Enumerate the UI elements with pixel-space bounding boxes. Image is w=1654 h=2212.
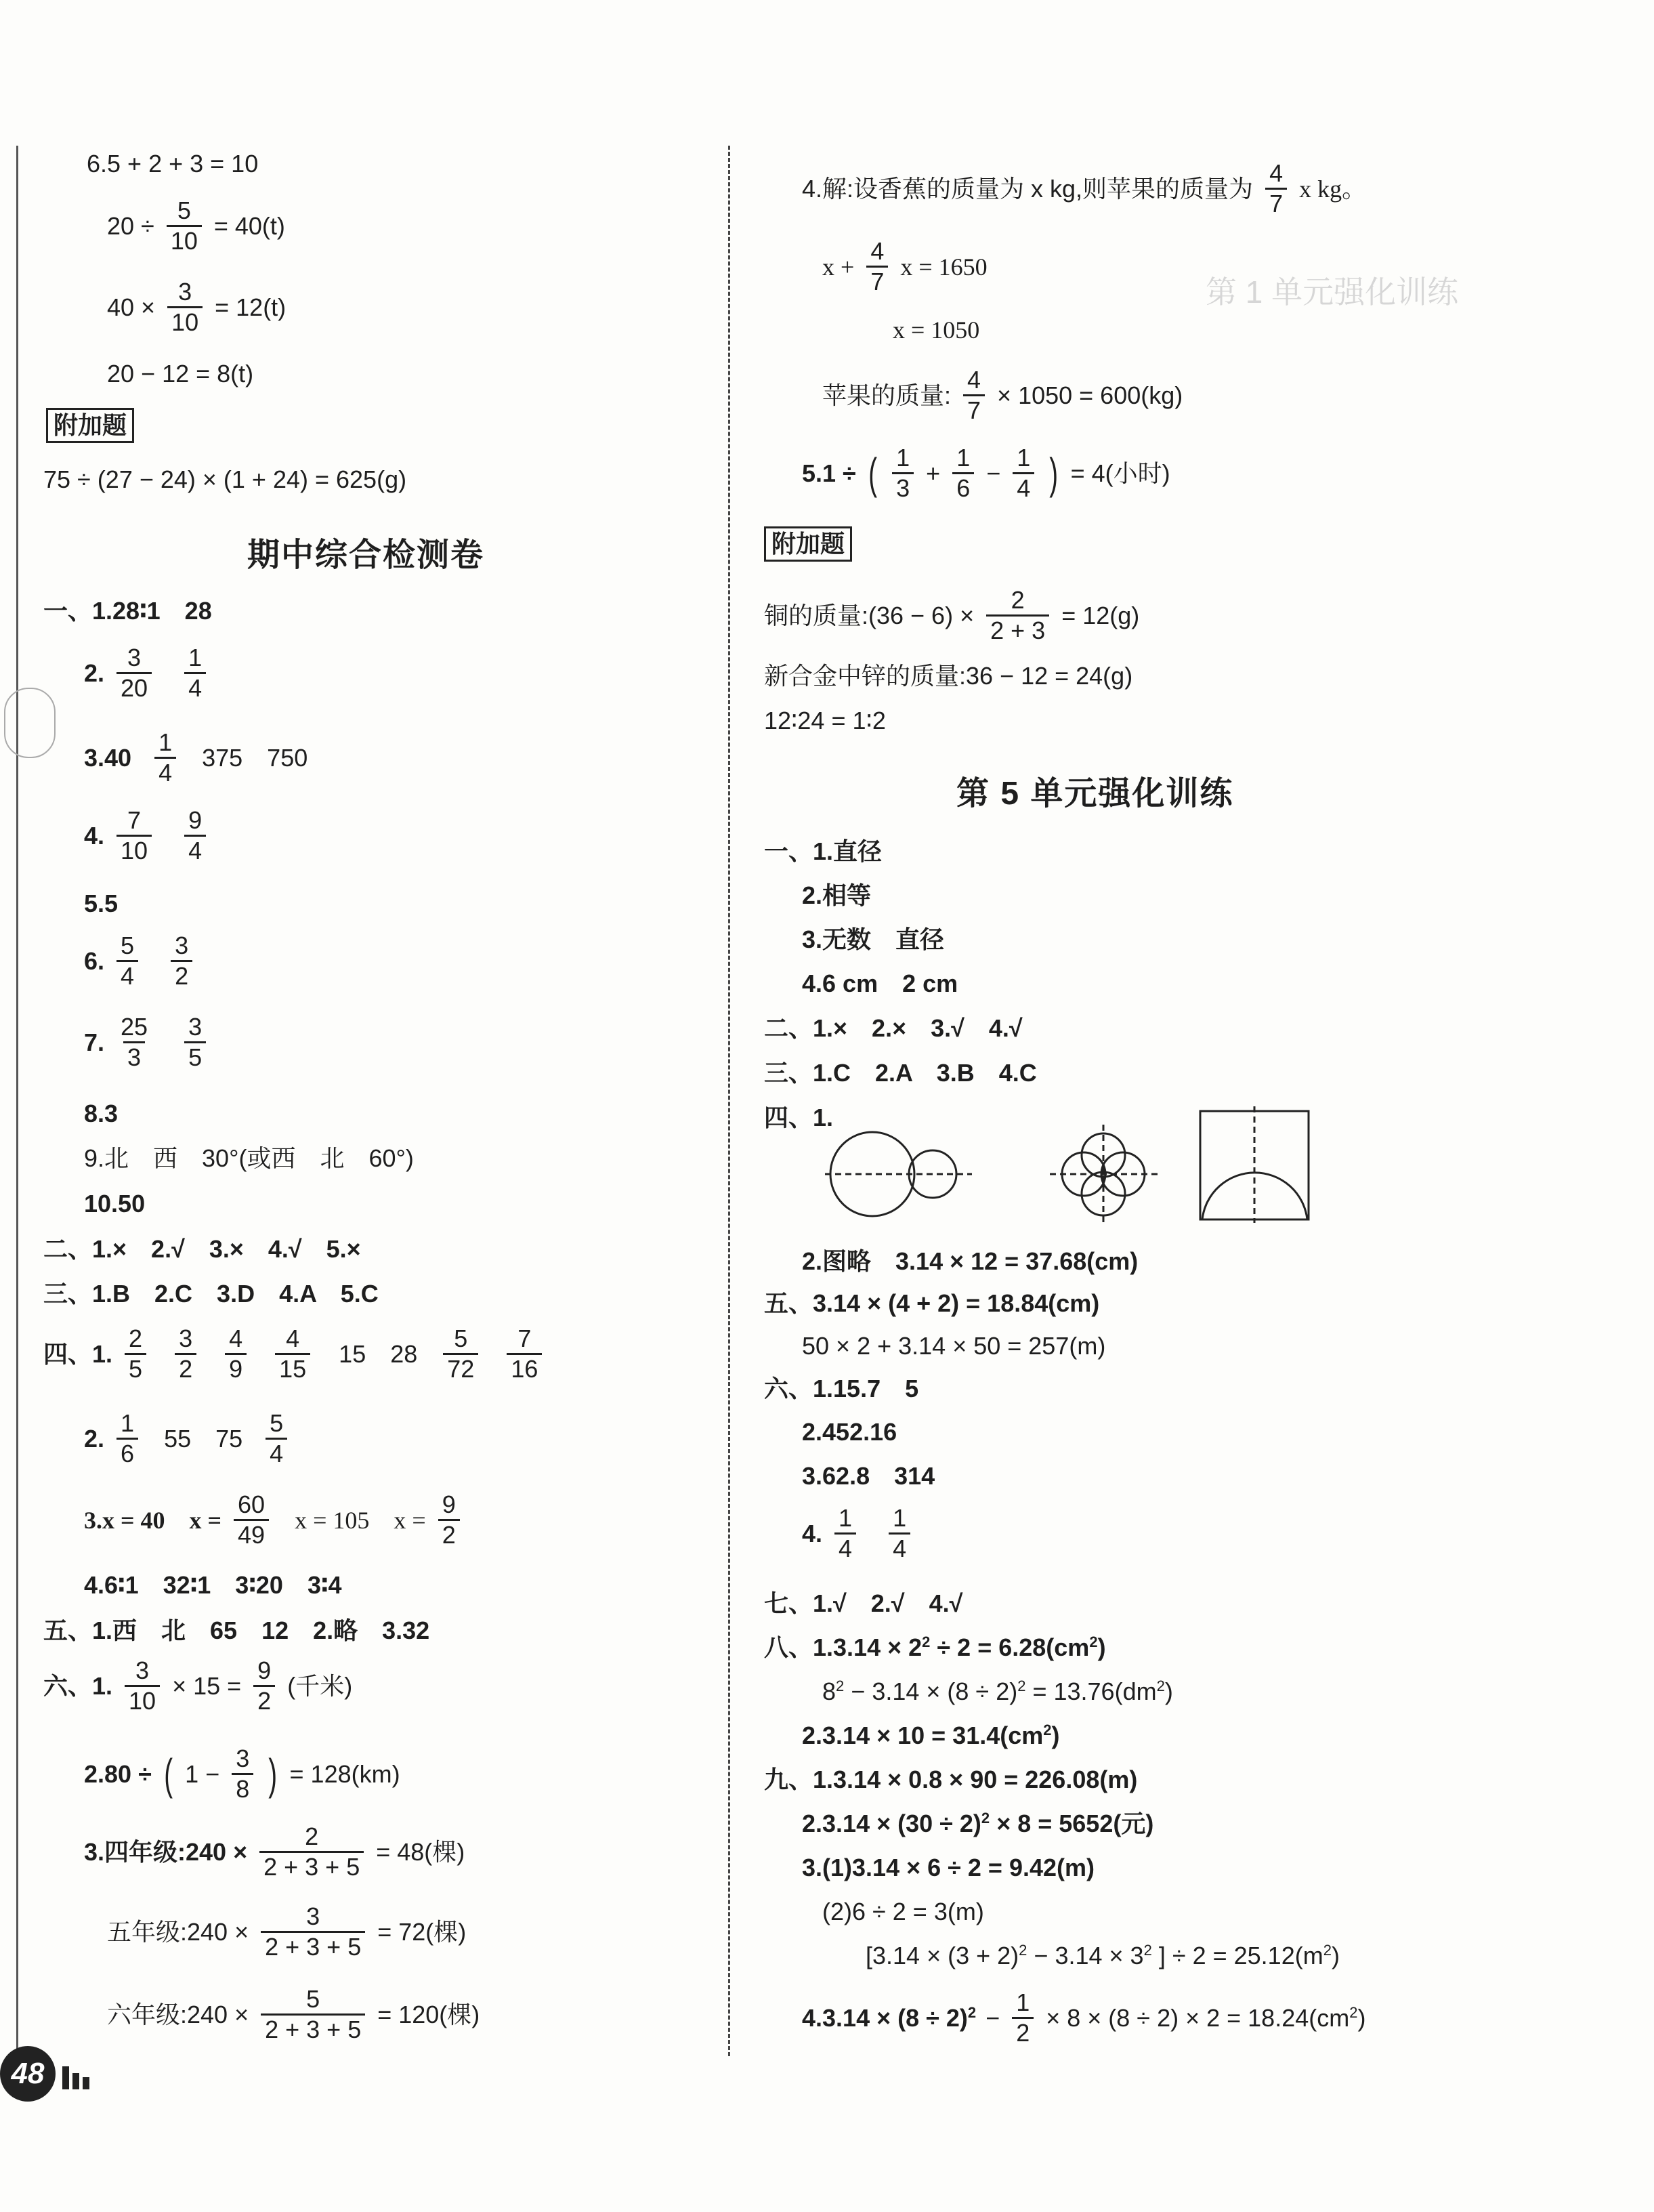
- fraction: $\frac{3}{2}$: [175, 1324, 196, 1383]
- line: 一、1.直径: [764, 837, 883, 865]
- fraction: $\frac{1}{6}$: [952, 444, 974, 503]
- fraction: $\frac{3}{20}$: [116, 644, 152, 703]
- fraction: $\frac{4}{7}$: [1265, 159, 1287, 218]
- fraction: $\frac{4}{7}$: [963, 366, 985, 425]
- fraction: $\frac{1}{6}$: [116, 1409, 138, 1468]
- line: 铜的质量:(36 − 6) × $\frac{2}{2 + 3}$ = 12(g): [764, 586, 1140, 644]
- page-number-decoration: [62, 2066, 89, 2089]
- fraction: $\frac{1}{4}$: [889, 1504, 910, 1563]
- line: 六、1. $\frac{3}{10}$ × 15 = $\frac{9}{2}$ (千米): [43, 1656, 353, 1715]
- line: 七、1.√ 2.√ 4.√: [764, 1589, 963, 1617]
- fraction: $\frac{5}{10}$: [167, 196, 202, 255]
- line: 3.62.8 314: [802, 1462, 935, 1490]
- fraction: $\frac{9}{2}$: [253, 1656, 275, 1715]
- column-divider: [728, 146, 730, 2056]
- line: 7. $\frac{25}{3}$ $\frac{3}{5}$: [84, 1013, 209, 1072]
- line: 六、1.15.7 5: [764, 1375, 919, 1402]
- line: 2. $\frac{1}{6}$ 55 75 $\frac{5}{4}$: [84, 1409, 290, 1468]
- figure-square-semicircle: [1200, 1106, 1309, 1223]
- fraction: $\frac{25}{3}$: [121, 1013, 148, 1071]
- line: 2.80 ÷ ( 1 − $\frac{3}{8}$ ) = 128(km): [84, 1745, 400, 1803]
- fraction: $\frac{1}{4}$: [184, 644, 206, 703]
- fraction: $\frac{3}{8}$: [232, 1745, 253, 1803]
- fraction: $\frac{2}{2 + 3}$: [986, 586, 1049, 645]
- line: (2)6 ÷ 2 = 3(m): [822, 1898, 984, 1925]
- fraction: $\frac{2}{2 + 3 + 5}$: [259, 1822, 364, 1881]
- line: 3.(1)3.14 × 6 ÷ 2 = 9.42(m): [802, 1854, 1095, 1881]
- fraction: $\frac{5}{2 + 3 + 5}$: [261, 1985, 365, 2044]
- circle-figures: [820, 1101, 1314, 1233]
- line: 12∶24 = 1∶2: [764, 707, 886, 734]
- line: 2.相等: [802, 881, 872, 909]
- fraction: $\frac{4}{9}$: [225, 1324, 247, 1383]
- fraction: $\frac{2}{5}$: [125, 1324, 146, 1383]
- fraction: $\frac{3}{10}$: [125, 1656, 160, 1715]
- line: 40 × $\frac{3}{10}$ = 12(t): [107, 278, 287, 336]
- fraction: $\frac{3}{2 + 3 + 5}$: [261, 1902, 365, 1961]
- line: 9.北 西 30°(或西 北 60°): [84, 1144, 414, 1172]
- line: 六年级:240 × $\frac{5}{2 + 3 + 5}$ = 120(棵): [107, 1985, 480, 2043]
- line: 2.图略 3.14 × 12 = 37.68(cm): [802, 1247, 1139, 1275]
- line: 8.3: [84, 1100, 119, 1127]
- line: 三、1.C 2.A 3.B 4.C: [764, 1059, 1037, 1087]
- left-margin-rule: [16, 146, 18, 2083]
- fraction: $\frac{4}{15}$: [275, 1324, 310, 1383]
- line: 四、1. $\frac{2}{5}$ $\frac{3}{2}$ $\frac{4}{9}$ $\frac{4}{15}$ 15 28 $\frac{5}{72}$ $\frac{7}{16}$: [43, 1324, 545, 1383]
- line: 6.5 + 2 + 3 = 10: [87, 150, 259, 178]
- line: 四、1.: [764, 1104, 834, 1131]
- line: 4.6 cm 2 cm: [802, 969, 958, 997]
- line: $4.3.14 \times (8 \div 2)^2$ − $\frac{1}{2}$ × $8 \times (8 \div 2) \times 2 = 18.24(cm^2)$: [802, 1988, 1366, 2047]
- line: 75 ÷ (27 − 24) × (1 + 24) = 625(g): [43, 465, 407, 493]
- line: 4.6∶1 32∶1 3∶20 3∶4: [84, 1571, 342, 1599]
- line: 50 × 2 + 3.14 × 50 = 257(m): [802, 1332, 1106, 1360]
- fraction: $\frac{3}{5}$: [184, 1013, 206, 1072]
- line: $2.3.14 \times (30 \div 2)^2 \times 8 = 5652$(元): [802, 1810, 1154, 1837]
- figure-four-circles: [1050, 1125, 1158, 1226]
- fraction: $\frac{1}{4}$: [834, 1504, 856, 1563]
- line: 20 ÷ $\frac{5}{10}$ = 40(t): [107, 196, 285, 255]
- line: 3.四年级:240 × $\frac{2}{2 + 3 + 5}$ = 48(棵): [84, 1822, 465, 1881]
- line: 6. $\frac{5}{4}$ $\frac{3}{2}$: [84, 932, 195, 990]
- line: 二、1.× 2.√ 3.× 4.√ 5.×: [43, 1235, 361, 1263]
- line: 5.1 ÷ ( $\frac{1}{3}$ + $\frac{1}{6}$ − $\frac{1}{4}$ ) = 4(小时): [802, 444, 1170, 502]
- line: $2.3.14 \times 10 = 31.4(cm^2)$: [802, 1721, 1060, 1749]
- line: 5.5: [84, 890, 119, 917]
- line: 3.40 $\frac{1}{4}$ 375 750: [84, 728, 308, 787]
- line: 2. $\frac{3}{20}$ $\frac{1}{4}$: [84, 644, 209, 703]
- line: x + $\frac{4}{7}$ x = 1650: [822, 237, 988, 295]
- fraction: $\frac{3}{10}$: [167, 278, 203, 337]
- fraction: $\frac{1}{3}$: [892, 444, 914, 503]
- line: 4.解:设香蕉的质量为 x kg,则苹果的质量为 $\frac{4}{7}$ x kg。: [802, 159, 1367, 217]
- fraction: $\frac{1}{2}$: [1012, 1988, 1034, 2047]
- line: 九、1.3.14 × 0.8 × 90 = 226.08(m): [764, 1766, 1138, 1793]
- line: [$3.14 \times (3 + 2)^2 - 3.14 \times 3^2$ ] ÷ $2 = 25.12(m^2)$: [866, 1942, 1340, 1969]
- fraction: $\frac{9}{4}$: [184, 806, 206, 865]
- extra-label: 附加题: [764, 526, 852, 562]
- line: 2.452.16: [802, 1418, 897, 1446]
- line: 三、1.B 2.C 3.D 4.A 5.C: [43, 1280, 379, 1308]
- line: 五、1.西 北 65 12 2.略 3.32: [43, 1616, 430, 1644]
- line: 新合金中锌的质量:36 − 12 = 24(g): [764, 662, 1133, 690]
- fraction: $\frac{7}{16}$: [507, 1324, 542, 1383]
- line: 4. $\frac{7}{10}$ $\frac{9}{4}$: [84, 806, 209, 865]
- section-title: 期中综合检测卷: [247, 537, 485, 573]
- fraction: $\frac{5}{72}$: [443, 1324, 478, 1383]
- stamp-mark: [4, 688, 56, 758]
- fraction: $\frac{9}{2}$: [438, 1490, 460, 1549]
- line: 苹果的质量: $\frac{4}{7}$ × 1050 = 600(kg): [822, 366, 1183, 424]
- fraction: $\frac{60}{49}$: [234, 1490, 269, 1549]
- line: x = 1050: [893, 316, 980, 343]
- fraction: $\frac{1}{4}$: [1013, 444, 1034, 503]
- section-title: 第 5 单元强化训练: [956, 776, 1234, 812]
- line: 10.50: [84, 1190, 146, 1217]
- page-number: 48: [0, 2046, 56, 2102]
- line: 3.无数 直径: [802, 925, 945, 953]
- fraction: $\frac{7}{10}$: [116, 806, 152, 865]
- bleed-through-text: 第 1 单元强化训练: [1206, 274, 1459, 310]
- line: 二、1.× 2.× 3.√ 4.√: [764, 1014, 1023, 1042]
- line: 一、1.28∶1 28: [43, 597, 212, 625]
- line: 3.x = 40 x = $\frac{60}{49}$ x = 105 x = $\frac{9}{2}$: [84, 1490, 463, 1549]
- fraction: $\frac{1}{4}$: [154, 728, 176, 787]
- fraction: $\frac{4}{7}$: [866, 237, 888, 296]
- line: 20 − 12 = 8(t): [107, 360, 254, 388]
- line: 4. $\frac{1}{4}$ $\frac{1}{4}$: [802, 1504, 913, 1563]
- fraction: $\frac{5}{4}$: [116, 932, 138, 990]
- line: 八、$1.3.14 \times 2^2 \div 2 = 6.28(cm^2)$: [764, 1633, 1106, 1661]
- line: 五年级:240 × $\frac{3}{2 + 3 + 5}$ = 72(棵): [107, 1902, 467, 1961]
- line: $8^2 - 3.14 \times (8 \div 2)^2 = 13.76(dm^2)$: [822, 1677, 1173, 1705]
- extra-label: 附加题: [46, 408, 134, 443]
- fraction: $\frac{5}{4}$: [266, 1409, 287, 1468]
- line: 五、3.14 × (4 + 2) = 18.84(cm): [764, 1289, 1100, 1317]
- fraction: $\frac{3}{2}$: [171, 932, 192, 990]
- figure-two-circles: [825, 1132, 972, 1216]
